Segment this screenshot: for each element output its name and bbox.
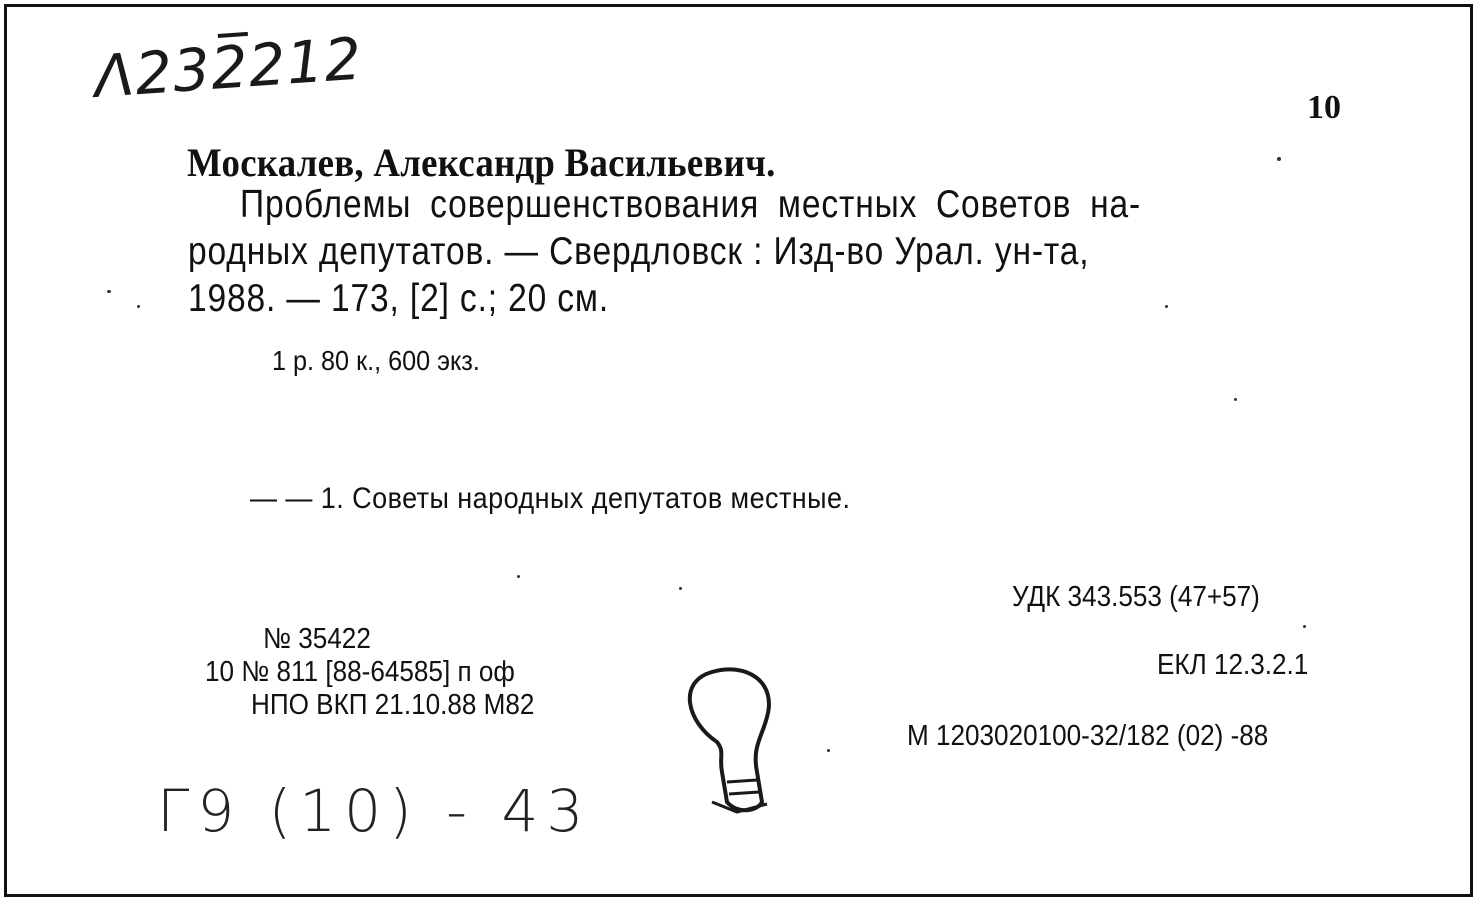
author-heading: Москалев, Александр Васильевич. (187, 140, 776, 185)
catalog-card (4, 4, 1473, 897)
paper-speck (517, 575, 520, 578)
title-line-2: родных депутатов. — Свердловск : Изд-во Урал. ун-та, (188, 230, 1090, 273)
title-line-3: 1988. — 173, [2] с.; 20 см. (188, 277, 610, 320)
title-line-1: Проблемы совершенствования местных Советов на- (240, 183, 1142, 226)
paper-speck (1303, 625, 1306, 628)
lightbulb-stamp-icon (667, 662, 807, 842)
price-and-print-run: 1 р. 80 к., 600 экз. (272, 345, 480, 376)
paper-speck (107, 290, 111, 293)
m-code: М 1203020100-32/182 (02) -88 (907, 720, 1269, 752)
handwritten-shelf-mark: Λ232̅212 (92, 24, 365, 111)
udk-code: УДК 343.553 (47+57) (1012, 581, 1260, 613)
subject-heading: — — 1. Советы народных депутатов местные. (250, 482, 851, 515)
print-info-line-2: 10 № 811 [88-64585] п оф (205, 656, 515, 688)
paper-speck (1277, 157, 1281, 161)
card-number: 10 (1307, 89, 1341, 126)
paper-speck (1234, 398, 1237, 401)
paper-speck (137, 305, 140, 308)
handwritten-note: Г9 (10) - 43 (157, 777, 592, 845)
paper-speck (827, 749, 830, 752)
print-info-line-1: № 35422 (263, 623, 371, 655)
ekl-code: ЕКЛ 12.3.2.1 (1157, 649, 1309, 681)
paper-speck (679, 587, 682, 590)
print-info-line-3: НПО ВКП 21.10.88 М82 (251, 689, 535, 721)
paper-speck (1165, 305, 1168, 308)
